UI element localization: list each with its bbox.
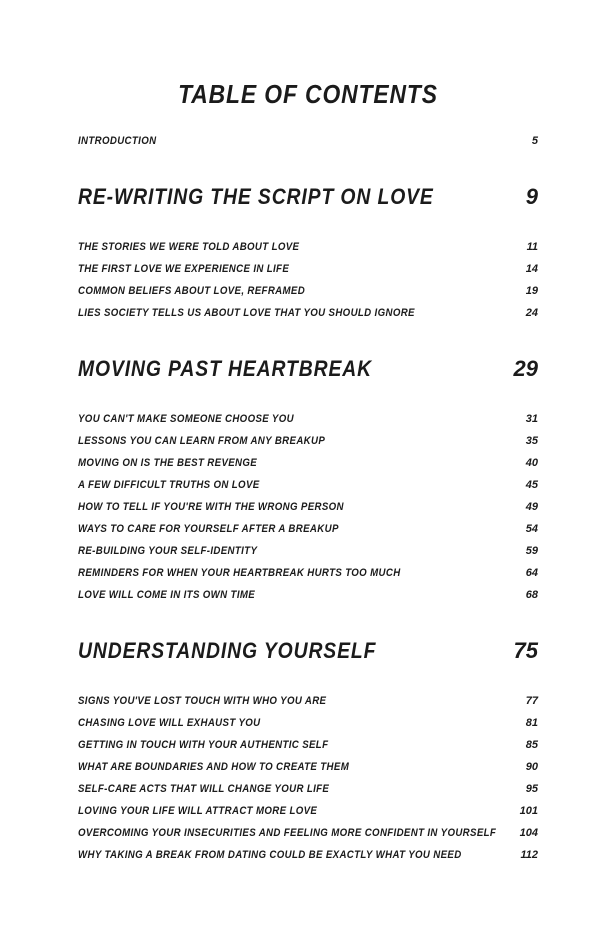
toc-entry-page-number: 64 (525, 567, 538, 579)
toc-entry-row (78, 452, 538, 474)
toc-entry-label: THE STORIES WE WERE TOLD ABOUT LOVE (78, 241, 300, 253)
toc-entry-label: WAYS TO CARE FOR YOURSELF AFTER A BREAKUP (78, 523, 339, 535)
toc-entry-label: SELF-CARE ACTS THAT WILL CHANGE YOUR LIFE (78, 783, 330, 795)
section-title: UNDERSTANDING YOURSELF (78, 638, 377, 663)
section-heading-row (78, 356, 538, 382)
toc-entry-label: LESSONS YOU CAN LEARN FROM ANY BREAKUP (78, 435, 326, 447)
toc-entry-row (78, 474, 538, 496)
toc-entry-row (78, 562, 538, 584)
section-page-number: 75 (513, 638, 538, 663)
section-page-number: 29 (513, 356, 538, 381)
toc-entry-row (78, 430, 538, 452)
toc-entry-label: RE-BUILDING YOUR SELF-IDENTITY (78, 545, 258, 557)
toc-entry-label: MOVING ON IS THE BEST REVENGE (78, 457, 258, 469)
toc-entry-page-number: 68 (525, 589, 538, 601)
toc-entry-label: REMINDERS FOR WHEN YOUR HEARTBREAK HURTS TOO MUCH (78, 567, 401, 579)
toc-intro-row (78, 130, 538, 152)
toc-entry-label: SIGNS YOU'VE LOST TOUCH WITH WHO YOU ARE (78, 695, 327, 707)
toc-entry-page-number: 112 (520, 849, 538, 861)
toc-entry-label: HOW TO TELL IF YOU'RE WITH THE WRONG PERSON (78, 501, 344, 513)
toc-entry-row (78, 540, 538, 562)
toc-entry-page-number: 11 (526, 241, 538, 253)
toc-entry-label: OVERCOMING YOUR INSECURITIES AND FEELING MORE CONFIDENT IN YOURSELF (78, 827, 497, 839)
toc-entry-label: A FEW DIFFICULT TRUTHS ON LOVE (78, 479, 260, 491)
section-title: RE-WRITING THE SCRIPT ON LOVE (78, 184, 434, 209)
toc-entry-page-number: 77 (525, 695, 538, 707)
section-heading-row (78, 184, 538, 210)
toc-entry-label: WHY TAKING A BREAK FROM DATING COULD BE EXACTLY WHAT YOU NEED (78, 849, 462, 861)
toc-entry-row (78, 712, 538, 734)
toc-entry-page-number: 54 (525, 523, 538, 535)
toc-section (78, 638, 538, 866)
toc-entry-label: LIES SOCIETY TELLS US ABOUT LOVE THAT YOU SHOULD IGNORE (78, 307, 415, 319)
toc-entry-page-number: 59 (525, 545, 538, 557)
toc-entry-row (78, 800, 538, 822)
toc-entry-label: WHAT ARE BOUNDARIES AND HOW TO CREATE THEM (78, 761, 350, 773)
section-entries (78, 408, 538, 606)
toc-entry-row (78, 822, 538, 844)
toc-section (78, 184, 538, 324)
toc-entry-row (78, 258, 538, 280)
toc-sections (78, 184, 538, 866)
toc-entry-row (78, 280, 538, 302)
toc-intro-label: INTRODUCTION (78, 135, 157, 147)
toc-entry-page-number: 101 (519, 805, 538, 817)
toc-entry-row (78, 584, 538, 606)
toc-entry-page-number: 31 (525, 413, 538, 425)
page-title: TABLE OF CONTENTS (178, 79, 438, 109)
section-page-number: 9 (525, 184, 538, 209)
toc-entry-label: GETTING IN TOUCH WITH YOUR AUTHENTIC SELF (78, 739, 329, 751)
toc-entry-page-number: 14 (525, 263, 538, 275)
toc-entry-page-number: 104 (519, 827, 538, 839)
section-title: MOVING PAST HEARTBREAK (78, 356, 373, 381)
toc-entry-page-number: 19 (525, 285, 538, 297)
toc-entry-label: LOVING YOUR LIFE WILL ATTRACT MORE LOVE (78, 805, 318, 817)
section-entries (78, 236, 538, 324)
toc-entry-page-number: 85 (525, 739, 538, 751)
toc-entry-row (78, 844, 538, 866)
toc-entry-page-number: 45 (525, 479, 538, 491)
toc-section (78, 356, 538, 606)
toc-entry-page-number: 35 (525, 435, 538, 447)
toc-entry-label: LOVE WILL COME IN ITS OWN TIME (78, 589, 256, 601)
toc-entry-row (78, 518, 538, 540)
toc-intro-page-number: 5 (531, 135, 538, 147)
toc-entry-page-number: 81 (525, 717, 538, 729)
section-heading-row (78, 638, 538, 664)
toc-entry-row (78, 690, 538, 712)
toc-entry-page-number: 95 (525, 783, 538, 795)
section-entries (78, 690, 538, 866)
toc-entry-page-number: 40 (525, 457, 538, 469)
toc-entry-label: COMMON BELIEFS ABOUT LOVE, REFRAMED (78, 285, 306, 297)
toc-entry-row (78, 236, 538, 258)
toc-entry-row (78, 778, 538, 800)
toc-entry-row (78, 496, 538, 518)
toc-entry-row (78, 302, 538, 324)
toc-entry-label: YOU CAN'T MAKE SOMEONE CHOOSE YOU (78, 413, 294, 425)
toc-entry-row (78, 756, 538, 778)
toc-entry-page-number: 90 (525, 761, 538, 773)
toc-entry-label: THE FIRST LOVE WE EXPERIENCE IN LIFE (78, 263, 290, 275)
toc-entry-label: CHASING LOVE WILL EXHAUST YOU (78, 717, 261, 729)
toc-entry-page-number: 24 (525, 307, 538, 319)
toc-entry-row (78, 734, 538, 756)
toc-entry-page-number: 49 (525, 501, 538, 513)
toc-entry-row (78, 408, 538, 430)
